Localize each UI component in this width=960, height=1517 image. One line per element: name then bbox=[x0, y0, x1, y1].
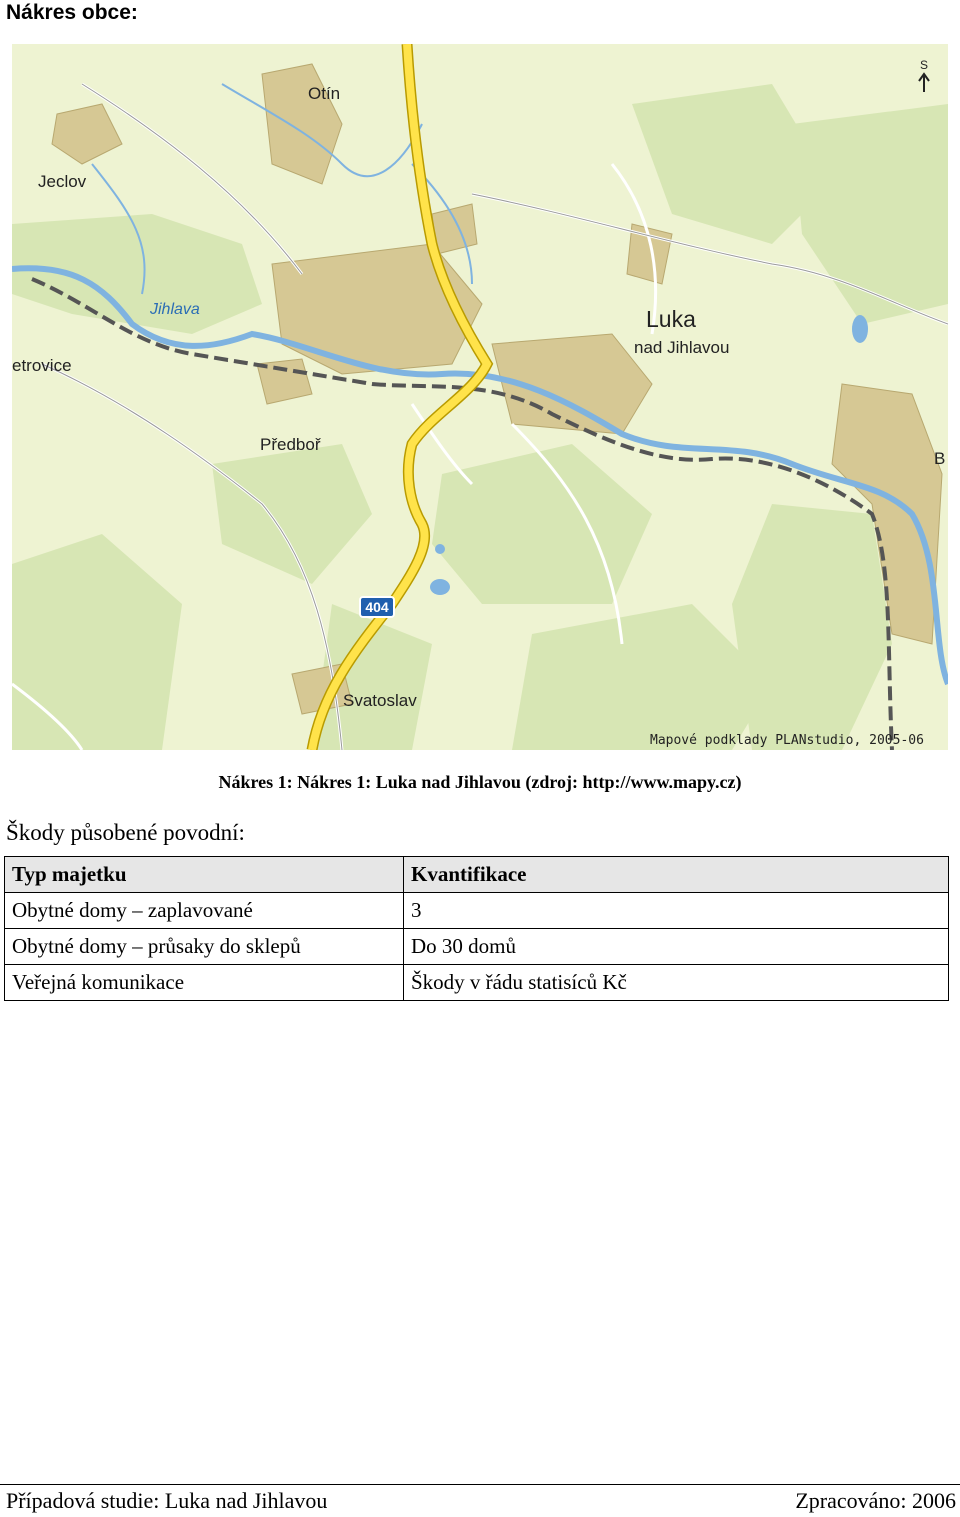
north-arrow-icon bbox=[919, 74, 929, 92]
table-row bbox=[5, 965, 949, 1001]
north-label: S bbox=[919, 58, 929, 72]
damage-table bbox=[4, 856, 949, 1001]
footer-divider bbox=[0, 1484, 960, 1485]
label-jihlava-river: Jihlava bbox=[150, 301, 200, 318]
page-heading: Nákres obce: bbox=[6, 1, 138, 24]
label-svatoslav: Svatoslav bbox=[343, 691, 417, 710]
damage-section-title: Škody působené povodní: bbox=[6, 820, 245, 845]
label-luka: Luka bbox=[646, 306, 696, 332]
figure-caption: Nákres 1: Nákres 1: Luka nad Jihlavou (zdroj: http://www.mapy.cz) bbox=[218, 772, 742, 792]
road-number: 404 bbox=[365, 599, 389, 615]
column-header-property-type: Typ majetku bbox=[5, 857, 404, 893]
cell-property-type: Obytné domy – zaplavované bbox=[5, 893, 404, 929]
footer-date: Zpracováno: 2006 bbox=[795, 1488, 956, 1513]
cell-property-type: Obytné domy – průsaky do sklepů bbox=[5, 929, 404, 965]
footer-study-title: Případová studie: Luka nad Jihlavou bbox=[6, 1488, 328, 1513]
table-row bbox=[5, 893, 949, 929]
map-canvas bbox=[12, 44, 948, 750]
cell-quantification: 3 bbox=[404, 893, 949, 929]
label-b: B bbox=[934, 449, 946, 468]
table-header-row bbox=[5, 857, 949, 893]
label-otin: Otín bbox=[308, 84, 341, 103]
village-map bbox=[12, 44, 948, 750]
cell-quantification: Škody v řádu statisíců Kč bbox=[404, 965, 949, 1001]
cell-property-type: Veřejná komunikace bbox=[5, 965, 404, 1001]
label-predbor: Předboř bbox=[260, 435, 321, 454]
table-row bbox=[5, 929, 949, 965]
forest-areas bbox=[12, 84, 948, 750]
map-credit: Mapové podklady PLANstudio, 2005-06 bbox=[650, 733, 924, 748]
label-jeclov: Jeclov bbox=[38, 172, 87, 191]
label-nad-jihlavou: nad Jihlavou bbox=[634, 338, 730, 357]
column-header-quantification: Kvantifikace bbox=[404, 857, 949, 893]
cell-quantification: Do 30 domů bbox=[404, 929, 949, 965]
label-petrovice: etrovice bbox=[12, 356, 72, 375]
